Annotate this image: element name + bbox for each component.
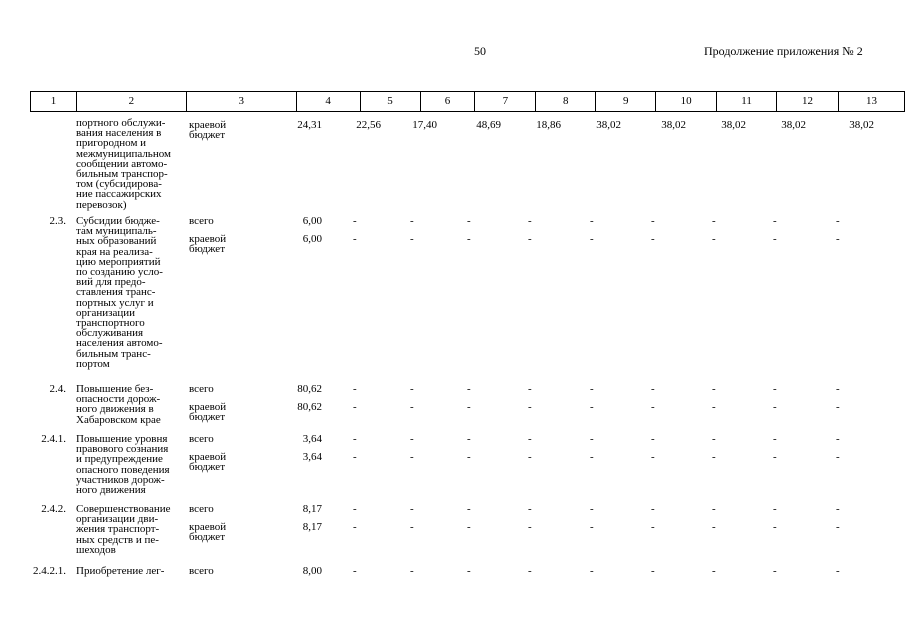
empty-value-dash: - xyxy=(410,451,414,463)
funding-source: всего xyxy=(189,433,214,445)
column-header: 9 xyxy=(596,92,656,112)
empty-value-dash: - xyxy=(651,233,655,245)
empty-value-dash: - xyxy=(467,215,471,227)
empty-value-dash: - xyxy=(353,433,357,445)
row-number: 2.4. xyxy=(49,383,66,395)
empty-value-dash: - xyxy=(353,521,357,533)
empty-value-dash: - xyxy=(590,433,594,445)
amount-value: 38,02 xyxy=(849,119,874,131)
funding-source: краевой бюджет xyxy=(189,233,227,255)
empty-value-dash: - xyxy=(836,215,840,227)
empty-value-dash: - xyxy=(836,565,840,577)
funding-source: всего xyxy=(189,503,214,515)
empty-value-dash: - xyxy=(590,233,594,245)
column-header: 11 xyxy=(717,92,777,112)
empty-value-dash: - xyxy=(773,565,777,577)
amount-value: 24,31 xyxy=(297,119,322,131)
column-header: 10 xyxy=(656,92,717,112)
column-header: 2 xyxy=(76,92,186,112)
funding-source: всего xyxy=(189,383,214,395)
empty-value-dash: - xyxy=(836,433,840,445)
amount-value: 38,02 xyxy=(596,119,621,131)
amount-value: 38,02 xyxy=(661,119,686,131)
empty-value-dash: - xyxy=(773,215,777,227)
empty-value-dash: - xyxy=(410,503,414,515)
amount-value: 8,00 xyxy=(302,565,322,577)
column-header: 6 xyxy=(420,92,475,112)
empty-value-dash: - xyxy=(651,215,655,227)
amount-value: 6,00 xyxy=(302,215,322,227)
header-row xyxy=(31,92,905,112)
row-number: 2.4.1. xyxy=(41,433,66,445)
empty-value-dash: - xyxy=(712,233,716,245)
amount-value: 17,40 xyxy=(412,119,437,131)
funding-source: краевой бюджет xyxy=(189,401,227,423)
column-header: 5 xyxy=(360,92,420,112)
empty-value-dash: - xyxy=(712,565,716,577)
empty-value-dash: - xyxy=(528,503,532,515)
empty-value-dash: - xyxy=(410,233,414,245)
empty-value-dash: - xyxy=(712,433,716,445)
empty-value-dash: - xyxy=(353,451,357,463)
empty-value-dash: - xyxy=(773,451,777,463)
empty-value-dash: - xyxy=(410,383,414,395)
empty-value-dash: - xyxy=(467,565,471,577)
empty-value-dash: - xyxy=(590,451,594,463)
empty-value-dash: - xyxy=(836,521,840,533)
activity-name: Субсидии бюдже- там муниципаль- ных образований края на реализа- цию мероприятий по созданию усло- вий для предо- ставления транс- портных услуг и организации транспортного обслуживания населения автомо- бильным транс- портом xyxy=(76,215,163,370)
empty-value-dash: - xyxy=(773,503,777,515)
continuation-caption: Продолжение приложения № 2 xyxy=(704,44,863,58)
amount-value: 48,69 xyxy=(476,119,501,131)
empty-value-dash: - xyxy=(651,401,655,413)
empty-value-dash: - xyxy=(353,565,357,577)
amount-value: 8,17 xyxy=(302,521,322,533)
empty-value-dash: - xyxy=(836,451,840,463)
amount-value: 3,64 xyxy=(302,451,322,463)
empty-value-dash: - xyxy=(712,451,716,463)
empty-value-dash: - xyxy=(712,521,716,533)
empty-value-dash: - xyxy=(836,401,840,413)
empty-value-dash: - xyxy=(467,503,471,515)
empty-value-dash: - xyxy=(528,565,532,577)
row-number: 2.3. xyxy=(49,215,66,227)
empty-value-dash: - xyxy=(467,401,471,413)
column-header: 7 xyxy=(475,92,536,112)
empty-value-dash: - xyxy=(467,433,471,445)
empty-value-dash: - xyxy=(651,503,655,515)
empty-value-dash: - xyxy=(773,521,777,533)
funding-source: всего xyxy=(189,215,214,227)
amount-value: 18,86 xyxy=(536,119,561,131)
empty-value-dash: - xyxy=(353,215,357,227)
empty-value-dash: - xyxy=(712,383,716,395)
column-header: 3 xyxy=(186,92,296,112)
empty-value-dash: - xyxy=(528,401,532,413)
empty-value-dash: - xyxy=(410,433,414,445)
empty-value-dash: - xyxy=(590,401,594,413)
empty-value-dash: - xyxy=(651,433,655,445)
empty-value-dash: - xyxy=(410,215,414,227)
empty-value-dash: - xyxy=(410,401,414,413)
empty-value-dash: - xyxy=(590,565,594,577)
empty-value-dash: - xyxy=(651,451,655,463)
empty-value-dash: - xyxy=(651,565,655,577)
empty-value-dash: - xyxy=(712,401,716,413)
amount-value: 6,00 xyxy=(302,233,322,245)
amount-value: 3,64 xyxy=(302,433,322,445)
funding-source: краевой бюджет xyxy=(189,521,227,543)
empty-value-dash: - xyxy=(773,401,777,413)
column-header: 13 xyxy=(838,92,904,112)
activity-name: Совершенствование организации дви- жения транспорт- ных средств и пе- шеходов xyxy=(76,503,171,556)
amount-value: 80,62 xyxy=(297,401,322,413)
empty-value-dash: - xyxy=(773,233,777,245)
empty-value-dash: - xyxy=(410,565,414,577)
empty-value-dash: - xyxy=(712,215,716,227)
row-number: 2.4.2.1. xyxy=(33,565,66,577)
empty-value-dash: - xyxy=(651,521,655,533)
activity-name: портного обслужи- вания населения в пригородном и межмуниципальном сообщении автомо- бильным транспор- том (субсидирова- ние пассажирских перевозок) xyxy=(76,117,171,211)
empty-value-dash: - xyxy=(773,433,777,445)
empty-value-dash: - xyxy=(353,401,357,413)
empty-value-dash: - xyxy=(836,383,840,395)
empty-value-dash: - xyxy=(467,521,471,533)
empty-value-dash: - xyxy=(528,215,532,227)
empty-value-dash: - xyxy=(528,233,532,245)
empty-value-dash: - xyxy=(353,383,357,395)
empty-value-dash: - xyxy=(590,521,594,533)
empty-value-dash: - xyxy=(353,233,357,245)
activity-name: Повышение без- опасности дорож- ного движения в Хабаровском крае xyxy=(76,383,161,426)
amount-value: 80,62 xyxy=(297,383,322,395)
activity-name: Приобретение лег- xyxy=(76,565,165,577)
empty-value-dash: - xyxy=(528,433,532,445)
empty-value-dash: - xyxy=(528,521,532,533)
row-number: 2.4.2. xyxy=(41,503,66,515)
page-number: 50 xyxy=(474,44,486,58)
activity-name: Повышение уровня правового сознания и предупреждение опасного поведения участников дорож- ного движения xyxy=(76,433,170,497)
column-header: 1 xyxy=(31,92,77,112)
column-header: 12 xyxy=(777,92,839,112)
empty-value-dash: - xyxy=(528,383,532,395)
empty-value-dash: - xyxy=(773,383,777,395)
empty-value-dash: - xyxy=(836,503,840,515)
empty-value-dash: - xyxy=(836,233,840,245)
column-header: 4 xyxy=(296,92,360,112)
empty-value-dash: - xyxy=(590,383,594,395)
empty-value-dash: - xyxy=(528,451,532,463)
empty-value-dash: - xyxy=(467,233,471,245)
empty-value-dash: - xyxy=(590,215,594,227)
empty-value-dash: - xyxy=(410,521,414,533)
amount-value: 38,02 xyxy=(721,119,746,131)
amount-value: 38,02 xyxy=(781,119,806,131)
amount-value: 22,56 xyxy=(356,119,381,131)
empty-value-dash: - xyxy=(467,451,471,463)
amount-value: 8,17 xyxy=(302,503,322,515)
empty-value-dash: - xyxy=(467,383,471,395)
table-header xyxy=(30,91,905,112)
funding-source: краевой бюджет xyxy=(189,451,227,473)
funding-source: краевой бюджет xyxy=(189,119,227,141)
empty-value-dash: - xyxy=(590,503,594,515)
column-header: 8 xyxy=(536,92,596,112)
empty-value-dash: - xyxy=(353,503,357,515)
empty-value-dash: - xyxy=(651,383,655,395)
empty-value-dash: - xyxy=(712,503,716,515)
funding-source: всего xyxy=(189,565,214,577)
